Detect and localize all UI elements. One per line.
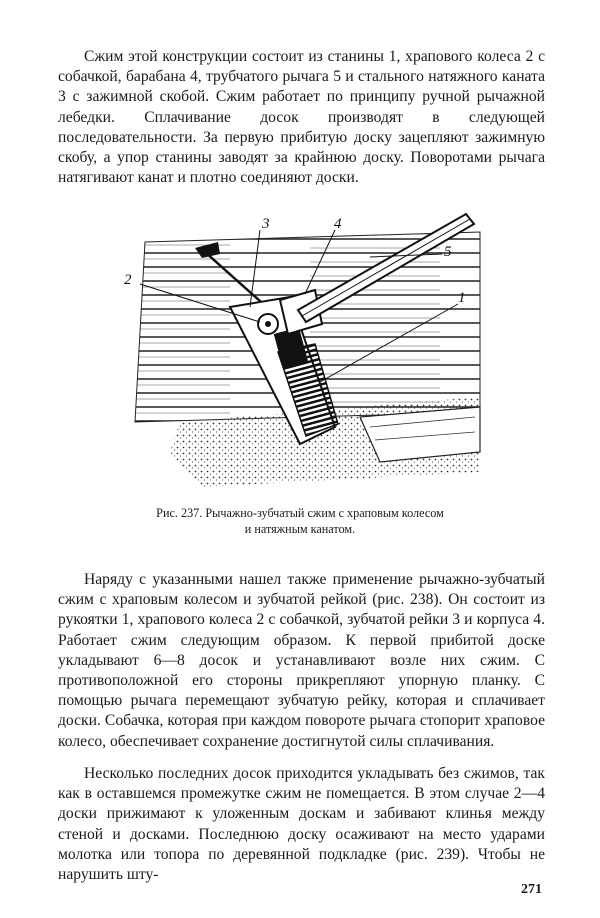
caption-line-2: и натяжным канатом. [244, 522, 356, 536]
edge-board [360, 407, 480, 462]
paragraph-2: Наряду с указанными нашел также применение рычажно-зубчатый сжим с храповым колесом и зубчатой рейкой (рис. 238). Он состоит из рукоятки 1, храпового колеса 2 с собачкой, зубчатой рейки 3 и корпуса 4. Работает сжим следующим образом. К первой прибитой доске укладывают 6—8 досок и устанавливают возле них сжим. С противоположной его стороны прикрепляют упорную планку. С помощью рычага перемещают зубчатую рейку, которая и сплачивает доски. Собачка, которая при каждом повороте рычага стопорит храповое колесо, обеспечивает сохранение достигнутой силы сплачивания. [58, 571, 545, 750]
label-1: 1 [458, 290, 466, 306]
paragraph-1: Сжим этой конструкции состоит из станины 1, храпового колеса 2 с собачкой, барабана 4, трубчатого рычага 5 и стального натяжного каната 3 с зажимной скобой. Сжим работает по принципу ручной рычажной лебедки. Сплачивание досок производят в следующей последовательности. За первую прибитую доску зацепляют зажимную скобу, а упор станины заводят за крайнюю доску. Поворотами рычага натягивают канат и плотно соединяют доски. [58, 48, 545, 187]
label-3: 3 [262, 216, 270, 232]
page-number: 271 [521, 882, 542, 897]
paragraph-3: Несколько последних досок приходится укладывать без сжимов, так как в оставшемся промежутке сжим не помещается. В этом случае 2—4 доски прижимают к уложенным доскам и забивают клинья между стеной и досками. Последнюю доску осаживают на место ударами молотка или топора по деревянной подкладке (рис. 239). Чтобы не нарушить шту- [58, 765, 545, 884]
label-2: 2 [124, 272, 132, 288]
label-5: 5 [444, 244, 452, 260]
label-4: 4 [334, 216, 342, 232]
caption-line-1: Рис. 237. Рычажно-зубчатый сжим с храповым колесом [156, 506, 444, 520]
figure-caption [60, 505, 540, 537]
clamp-drawing [110, 212, 490, 502]
figure-237-illustration [110, 212, 490, 502]
